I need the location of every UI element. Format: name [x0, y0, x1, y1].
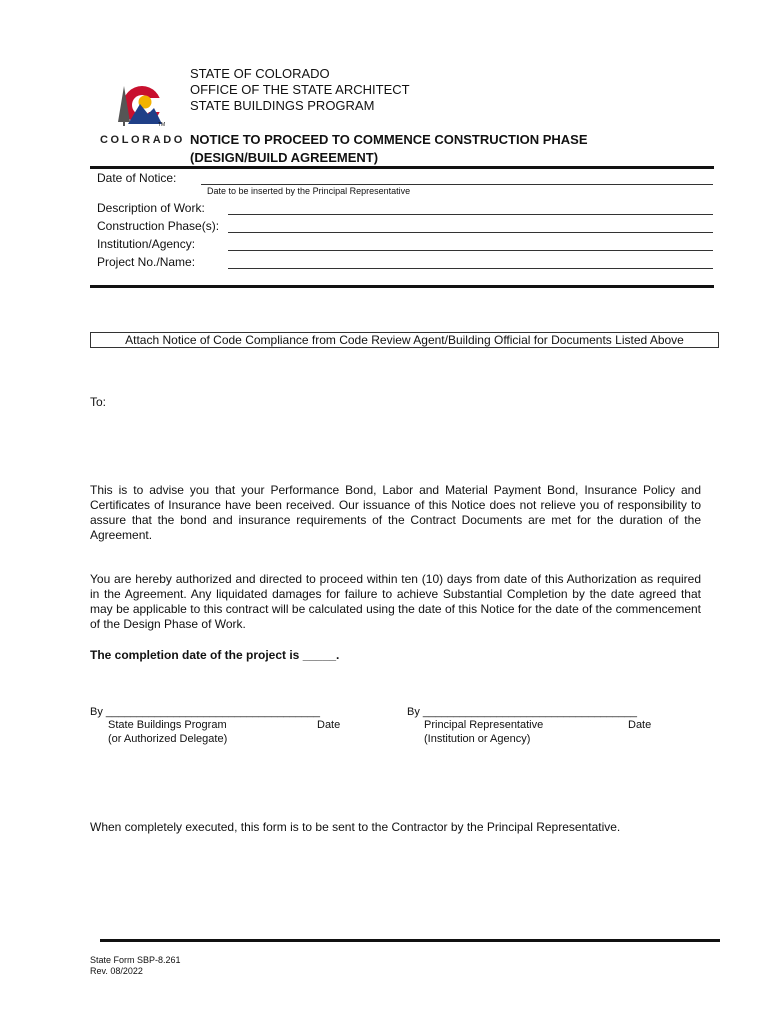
- form-title: NOTICE TO PROCEED TO COMMENCE CONSTRUCTION PHASE: [190, 132, 588, 147]
- description-label: Description of Work:: [97, 201, 205, 215]
- logo-wordmark: COLORADO: [100, 134, 185, 146]
- institution-label: Institution/Agency:: [97, 237, 196, 251]
- colorado-logo-mark: [96, 78, 180, 132]
- completion-date-statement: The completion date of the project is _____.: [90, 648, 340, 662]
- header-program: STATE BUILDINGS PROGRAM: [190, 98, 375, 113]
- form-subtitle: (DESIGN/BUILD AGREEMENT): [190, 150, 379, 165]
- right-date-label: Date: [628, 719, 652, 731]
- fields-divider: [90, 285, 714, 288]
- right-signer-subtitle: (Institution or Agency): [424, 733, 531, 745]
- date-of-notice-field[interactable]: [201, 184, 713, 185]
- to-label: To:: [90, 395, 107, 409]
- footer-divider: [100, 939, 720, 942]
- left-date-label: Date: [317, 719, 341, 731]
- project-field[interactable]: [228, 268, 713, 269]
- right-signature-line[interactable]: By ___________________________________: [407, 706, 638, 718]
- left-signer-subtitle: (or Authorized Delegate): [108, 733, 228, 745]
- paragraph-authorization: You are hereby authorized and directed to proceed within ten (10) days from date of this Authorization as required in the Agreement. Any liquidated damages for failure to achieve Substantial Completion by the date agreed that may be applicable to this contract will be calculated using the date of this Notice for the date of the commencement of the Design Phase of Work.: [90, 572, 701, 631]
- date-hint: Date to be inserted by the Principal Representative: [207, 186, 411, 196]
- construction-phase-label: Construction Phase(s):: [97, 219, 220, 233]
- distribution-note: When completely executed, this form is to be sent to the Contractor by the Principal Representative.: [90, 820, 621, 834]
- left-signer-title: State Buildings Program: [108, 719, 227, 731]
- logo-tm: TM: [158, 122, 166, 128]
- description-field[interactable]: [228, 214, 713, 215]
- form-number: State Form SBP-8.261: [90, 955, 181, 965]
- form-revision: Rev. 08/2022: [90, 966, 143, 976]
- construction-phase-field[interactable]: [228, 232, 713, 233]
- attach-notice-box: [90, 332, 719, 348]
- left-signature-line[interactable]: By ___________________________________: [90, 706, 321, 718]
- header-state: STATE OF COLORADO: [190, 66, 330, 81]
- date-of-notice-label: Date of Notice:: [97, 171, 177, 185]
- institution-field[interactable]: [228, 250, 713, 251]
- right-signer-title: Principal Representative: [424, 719, 544, 731]
- title-divider: [90, 166, 714, 169]
- colorado-logo: [96, 78, 185, 148]
- paragraph-bond-insurance: This is to advise you that your Performance Bond, Labor and Material Payment Bond, Insurance Policy and Certificates of Insurance have been received. Our issuance of this Notice does not relieve you of responsibility to assure that the bond and insurance requirements of the Contract Documents are met for the duration of the Agreement.: [90, 483, 701, 542]
- header-office: OFFICE OF THE STATE ARCHITECT: [190, 82, 410, 97]
- project-label: Project No./Name:: [97, 255, 196, 269]
- attach-notice-text: Attach Notice of Code Compliance from Code Review Agent/Building Official for Documents Listed Above: [125, 333, 684, 347]
